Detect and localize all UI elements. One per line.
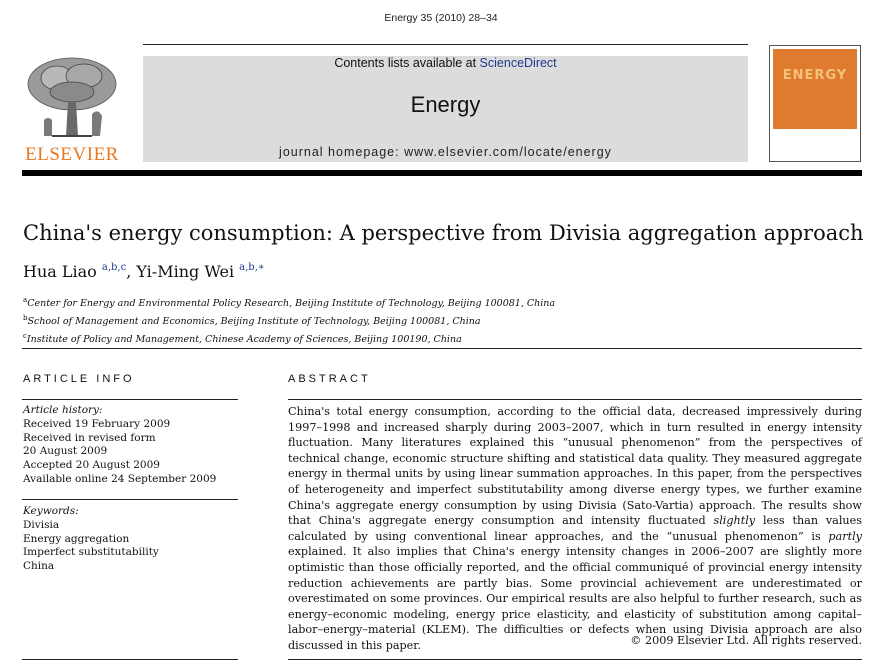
- abstract-emphasis: partly: [828, 529, 862, 543]
- keyword-list: [23, 505, 159, 574]
- affiliation-text: School of Management and Economics, Beijing Institute of Technology, Beijing 100081, China: [27, 316, 481, 327]
- affiliation-list: [23, 293, 555, 347]
- journal-citation: Energy 35 (2010) 28–34: [384, 12, 498, 24]
- journal-banner: [143, 56, 748, 162]
- sciencedirect-link[interactable]: ScienceDirect: [479, 56, 557, 70]
- abstract-text: explained. It also implies that China's energy intensity changes in 2006–2007 are slightly more optimistic than those officially reported, and the official communiqué of provincial energy intensity reduction achievements are partly bias. Some provincial achievement are underestimated or overestimated on some provinces. Our empirical results are also helpful to further research, such as energy–economic modeling, energy price elasticity, and elasticity of substitution among capital–labor–energy–material (KLEM). The difficulties or defects when using Divisia approach are also discussed in this paper.: [288, 545, 862, 652]
- elsevier-logo: [22, 54, 122, 166]
- history-label: Article history:: [23, 404, 103, 416]
- article-info-heading: ARTICLE INFO: [23, 373, 135, 385]
- author-separator: ,: [126, 262, 137, 281]
- affiliation-mark: c: [23, 332, 27, 340]
- abstract-bottom-rule: [288, 659, 862, 660]
- affiliation-item: [23, 293, 555, 311]
- affiliation-text: Center for Energy and Environmental Policy Research, Beijing Institute of Technology, Beijing 100081, China: [27, 298, 556, 309]
- history-item: Accepted 20 August 2009: [23, 459, 160, 472]
- history-item: Available online 24 September 2009: [23, 472, 217, 485]
- affiliation-mark: a: [23, 296, 28, 304]
- affiliation-text: Institute of Policy and Management, Chinese Academy of Sciences, Beijing 100190, China: [26, 334, 462, 345]
- author-affiliation-marks[interactable]: a,b,c: [101, 262, 127, 273]
- journal-title: Energy: [410, 92, 481, 117]
- cover-artwork: [773, 49, 857, 129]
- cover-title: ENERGY: [782, 68, 848, 83]
- tree-icon: [22, 54, 122, 144]
- abstract-rule: [288, 399, 862, 400]
- journal-homepage[interactable]: journal homepage: www.elsevier.com/locate/energy: [279, 145, 612, 159]
- history-item: Received 19 February 2009: [23, 417, 171, 430]
- article-info-bottom-rule: [22, 659, 238, 660]
- keyword-item[interactable]: Divisia: [23, 518, 60, 531]
- abstract-heading: ABSTRACT: [288, 373, 371, 385]
- keywords-rule: [22, 499, 238, 500]
- article-title: China's energy consumption: A perspective from Divisia aggregation approach: [23, 221, 864, 245]
- abstract-text: less than values calculated by using conventional linear approaches, and the “unusual phenomenon” is: [288, 514, 862, 543]
- keyword-item[interactable]: Imperfect substitutability: [23, 546, 159, 559]
- contents-prefix: Contents lists available at: [334, 56, 480, 70]
- contents-availability: [143, 56, 748, 70]
- journal-cover: [769, 45, 861, 162]
- author-name[interactable]: Hua Liao: [23, 262, 97, 281]
- history-item: Received in revised form: [23, 431, 156, 444]
- keyword-item[interactable]: Energy aggregation: [23, 532, 130, 545]
- author-name[interactable]: Yi-Ming Wei: [136, 262, 235, 281]
- article-info-rule: [22, 399, 238, 400]
- copyright-notice: © 2009 Elsevier Ltd. All rights reserved.: [630, 634, 862, 647]
- affiliation-item: [23, 329, 555, 347]
- abstract-body: [288, 404, 862, 654]
- keywords-label: Keywords:: [23, 505, 79, 517]
- header-rule: [143, 44, 748, 45]
- history-item: 20 August 2009: [23, 445, 108, 458]
- author-list: [23, 262, 265, 281]
- affiliation-mark: b: [23, 314, 28, 322]
- author-affiliation-marks[interactable]: a,b,∗: [239, 262, 265, 273]
- affiliation-rule: [22, 348, 862, 349]
- affiliation-item: [23, 311, 555, 329]
- header-thick-rule: [22, 170, 862, 176]
- elsevier-wordmark: ELSEVIER: [25, 144, 119, 165]
- abstract-emphasis: slightly: [713, 514, 756, 528]
- abstract-text: China's total energy consumption, according to the official data, decreased impressively during 1997–1998 and increased sharply during 2003–2007, which in turn resulted in energy intensity fluctuation. Many literatures explained this “unusual phenomenon” from the perspectives of technical change, economic structure shifting and statistical data quality. They measured aggregate energy in thermal units by using linear summation approaches. In this paper, from the perspectives of heterogeneity and imperfect substitutability among diverse energy types, we further examine China's aggregate energy consumption by using Divisia (Sato-Vartia) approach. The results show that China's aggregate energy consumption and intensity fluctuated: [288, 405, 862, 528]
- keyword-item[interactable]: China: [23, 560, 55, 573]
- article-history: [23, 404, 216, 487]
